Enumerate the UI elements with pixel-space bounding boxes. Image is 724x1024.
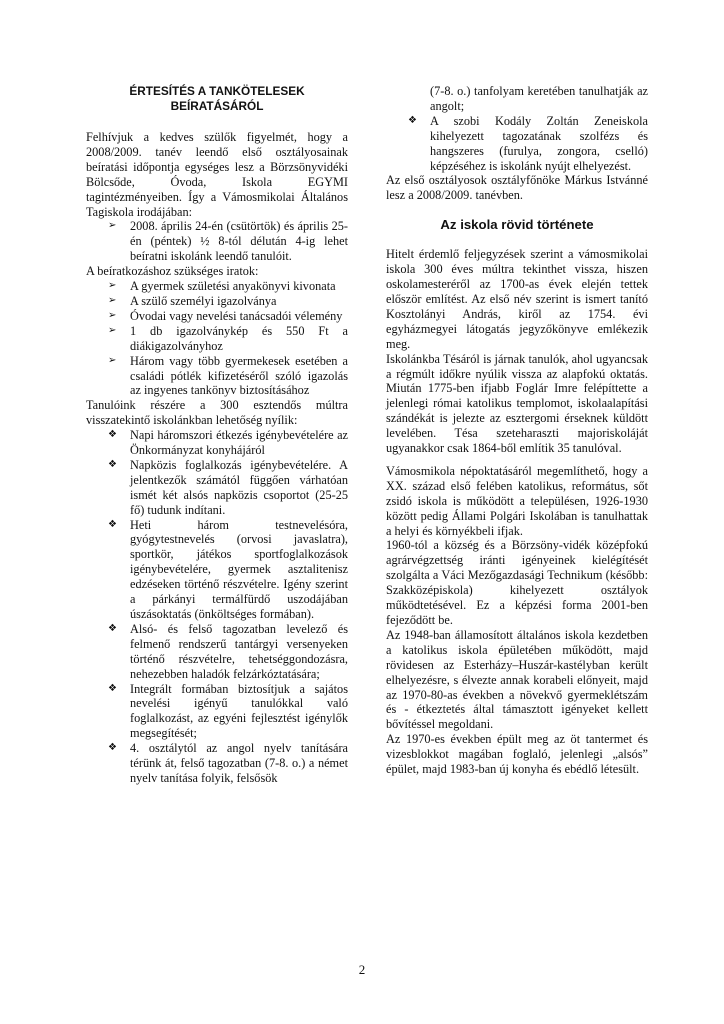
list-item-text: Három vagy több gyermekesek esetében a családi pótlék kifizetéséről szóló igazolás az ingyenes tankönyv biztosításához bbox=[130, 353, 348, 398]
diamond-bullet-icon: ❖ bbox=[108, 429, 116, 441]
list-item-text: 1 db igazolványkép és 550 Ft a diákigazolványhoz bbox=[130, 323, 348, 353]
history-paragraph-6: Az 1970-es években épült meg az öt tantermet és vizesblokkot magában foglaló, jelenlegi „alsós” épület, majd 1983-ban új konyha és ebédlő létesült. bbox=[386, 732, 648, 777]
diamond-bullet-icon: ❖ bbox=[108, 682, 116, 694]
enrollment-intro: Felhívjuk a kedves szülők figyelmét, hogy a 2008/2009. tanév leendő első osztályosainak beíratási időpontja egységes lesz a Börzsönyvidéki Bölcsőde, Óvoda, Iskola EGYMI tagintézményeiben. Így a Vámosmikolai Általános Tagiskola irodájában: bbox=[86, 130, 348, 219]
diamond-bullet-icon: ❖ bbox=[108, 622, 116, 634]
list-item-text: A gyermek születési anyakönyvi kivonata bbox=[130, 279, 336, 294]
arrow-bullet-icon: ➢ bbox=[108, 280, 117, 292]
list-item bbox=[386, 114, 648, 174]
opportunities-heading: Tanulóink részére a 300 esztendős múltra visszatekintő iskolánkban lehetőség nyílik: bbox=[86, 398, 348, 428]
list-item-text: Integrált formában biztosítjuk a sajátos nevelési igényű tanulókkal való foglalkozást, az egyéni fejlesztést igénylők megsegítését; bbox=[130, 681, 348, 741]
arrow-bullet-icon: ➢ bbox=[108, 309, 117, 321]
list-item bbox=[86, 682, 348, 742]
diamond-bullet-icon: ❖ bbox=[408, 114, 416, 126]
list-item bbox=[386, 84, 648, 114]
list-item bbox=[86, 622, 348, 682]
list-item-text: 4. osztálytól az angol nyelv tanítására térünk át, felső tagozatban (7-8. o.) a német nyelv tanítása folyik, felsősök bbox=[130, 741, 348, 785]
history-paragraph-4: 1960-tól a község és a Börzsöny-vidék középfokú agrárvégzettség iránti igényeinek kielégítését szolgálta a Váci Mezőgazdasági Technikum (később: Szakközépiskola) kihelyezett osztályok működtetésével. Ez a képzési forma 2001-ben fejeződött be. bbox=[386, 538, 648, 627]
title-line-2: BEÍRATÁSÁRÓL bbox=[170, 99, 264, 113]
diamond-bullet-icon: ❖ bbox=[108, 518, 116, 530]
list-item-text: A szülő személyi igazolványa bbox=[130, 293, 277, 308]
list-item-text: A szobi Kodály Zoltán Zeneiskola kihelyezett tagozatának szolfézs és hangszeres (furulya, zongora, cselló) képzéséhez is iskolánk nyújt elhelyezést. bbox=[430, 113, 648, 173]
music-school-list bbox=[386, 114, 648, 174]
list-item-text: 2008. április 24-én (csütörtök) és április 25-én (péntek) ½ 8-tól délután 4-ig lehet beíratni iskolánk leendő tanulóit. bbox=[130, 219, 348, 264]
list-item bbox=[86, 324, 348, 354]
list-item-text: Napközis foglalkozás igénybevételére. A jelentkezők számától függően várhatóan ismét két alsós napközis csoportot (25-25 fő) tudunk indítani. bbox=[130, 457, 348, 517]
list-item bbox=[86, 741, 348, 786]
required-documents-list bbox=[86, 279, 348, 398]
diamond-bullet-icon: ❖ bbox=[108, 458, 116, 470]
opportunities-list bbox=[86, 428, 348, 786]
list-item-text: Heti három testnevelésóra, gyógytestnevelés (orvosi javaslatra), sportkör, játékos sportfoglalkozások igénybevételére, gyermek asztalitenisz edzéseken történő részvételre. Igény szerint a párkányi termálfürdő uszodájában úszásoktatás (önköltséges formában). bbox=[130, 517, 348, 621]
list-item bbox=[86, 309, 348, 324]
list-item-text: (7-8. o.) tanfolyam keretében tanulhatják az angolt; bbox=[430, 84, 648, 113]
list-item bbox=[86, 428, 348, 458]
right-column bbox=[386, 84, 648, 777]
arrow-bullet-icon: ➢ bbox=[108, 220, 117, 232]
list-item-text: Alsó- és felső tagozatban levelező és felmenő rendszerű tantárgyi versenyeken történő részvételre, tehetséggondozásra, nehezebben haladók felzárkóztatására; bbox=[130, 621, 348, 681]
list-item bbox=[86, 518, 348, 622]
list-item bbox=[86, 294, 348, 309]
diamond-bullet-icon: ❖ bbox=[108, 742, 116, 754]
history-paragraph-2: Iskolánkba Tésáról is járnak tanulók, ahol ugyancsak a régmúlt időkre nyúlik vissza az alapfokú oktatás. Miután 1775-ben ifjabb Foglár Imre felépíttette a jelenlegi római katolikus templomot, iskolaalapítási szándékát is jelezte az esztergomi érseknek küldött levelében. Tésa szeteharaszti majoriskoláját ugyanakkor csak 1864-ből említik 35 tanulóval. bbox=[386, 351, 648, 456]
arrow-bullet-icon: ➢ bbox=[108, 294, 117, 306]
school-history-title: Az iskola rövid története bbox=[440, 217, 594, 233]
title-line-1: ÉRTESÍTÉS A TANKÖTELESEK bbox=[129, 84, 305, 98]
list-item bbox=[86, 458, 348, 518]
arrow-bullet-icon: ➢ bbox=[108, 324, 117, 336]
enrollment-dates-list bbox=[86, 219, 348, 264]
list-item bbox=[86, 354, 348, 399]
history-paragraph-5: Az 1948-ban államosított általános iskola kezdetben a katolikus iskola épületében működött, majd rövidesen az Esterházy–Huszár-kastélyban került elhelyezésre, s élvezte annak korabeli előnyeit, majd az 1970-80-as években a növekvő gyermeklétszám és - étkeztetés által támasztott igényeket kellett bővítéssel megoldani. bbox=[386, 627, 648, 732]
opportunities-continued-list bbox=[386, 84, 648, 114]
arrow-bullet-icon: ➢ bbox=[108, 354, 117, 366]
enrollment-notice-title bbox=[86, 84, 348, 114]
list-item-text: Óvodai vagy nevelési tanácsadói vélemény bbox=[130, 308, 343, 323]
class-teacher-note: Az első osztályosok osztályfőnöke Márkus Istvánné lesz a 2008/2009. tanévben. bbox=[386, 173, 648, 203]
left-column bbox=[86, 84, 348, 786]
list-item bbox=[86, 279, 348, 294]
list-item-text: Napi háromszori étkezés igénybevételére az Önkormányzat konyhájáról bbox=[130, 428, 348, 458]
list-item bbox=[86, 219, 348, 264]
history-paragraph-3: Vámosmikola népoktatásáról megemlíthető, hogy a XX. század első felében katolikus, református, sőt zsidó iskola is működött a településen, 1926-1930 között pedig Állami Polgári Iskolában is tanulhattak a helyi és környékbeli ifjak. bbox=[386, 463, 648, 538]
history-paragraph-1: Hitelt érdemlő feljegyzések szerint a vámosmikolai iskola 300 éves múltra tekinthet vissza, hiszen oskolamesteréről az 1700-as évek elején tettek először említést. Az első név szerint is ismert tanító Kosztolányi András, kiről az 1754. évi egyházmegyei látogatás jegyzőkönyve emlékezik meg. bbox=[386, 247, 648, 351]
page-number: 2 bbox=[358, 962, 366, 977]
documents-heading: A beíratkozáshoz szükséges iratok: bbox=[86, 264, 259, 279]
